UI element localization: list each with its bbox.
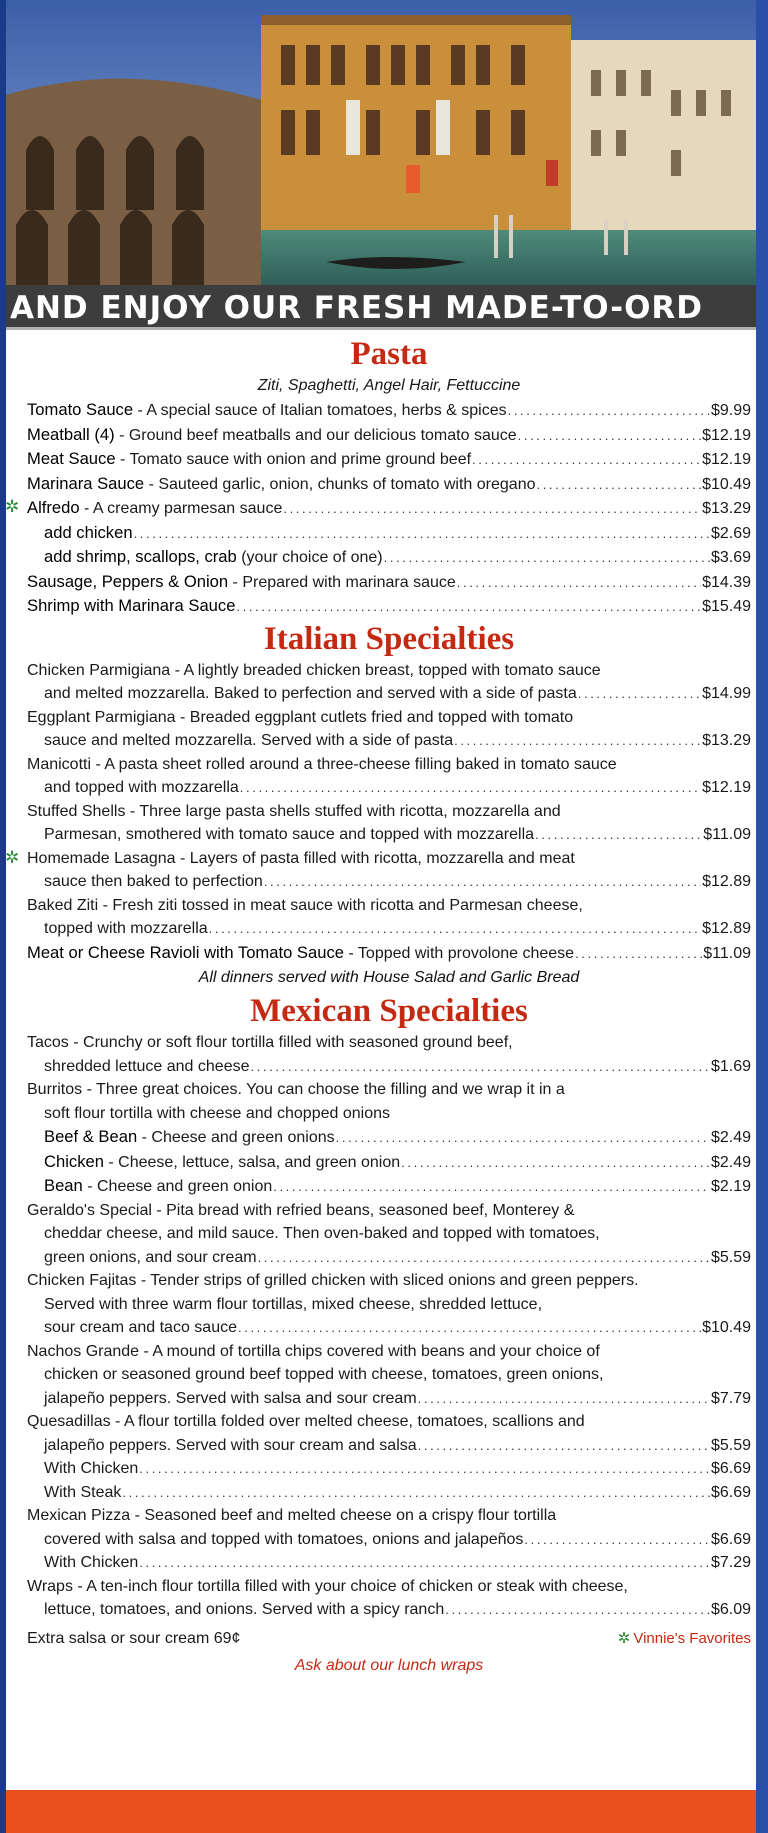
italian-title: Italian Specialties (263, 620, 515, 657)
menu-item-cont: shredded lettuce and cheese . . . $1.69 (27, 1055, 751, 1079)
menu-item: Mexican Pizza - Seasoned beef and melted cheese on a crispy flour tortilla (27, 1507, 557, 1524)
leaf-icon: ✲ (5, 497, 20, 516)
header-banner (6, 285, 756, 330)
menu-item-cont: sour cream and taco sauce . . . $10.49 (27, 1316, 751, 1340)
mexican-title: Mexican Specialties (250, 993, 528, 1029)
menu-item-cont: jalapeño peppers. Served with sour cream and salsa . . . $5.59 (27, 1434, 751, 1458)
menu-item-cont: and topped with mozzarella . . . $12.19 (27, 776, 751, 800)
menu-item: Burritos - Three great choices. You can choose the filling and we wrap it in a (27, 1081, 565, 1098)
menu-footer-row (27, 1626, 751, 1652)
menu-item: Wraps - A ten-inch flour tortilla filled with your choice of chicken or steak with cheese, (27, 1577, 628, 1595)
menu-item-cont: topped with mozzarella . . . $12.89 (27, 917, 751, 941)
menu-item-cont: Served with three warm flour tortillas, mixed cheese, shredded lettuce, (44, 1295, 543, 1313)
menu-content (5, 334, 751, 1680)
menu-item: Manicotti - A pasta sheet rolled around a three-cheese filling baked in tomato sauce (27, 755, 617, 773)
menu-item: Marinara Sauce - Sauteed garlic, onion, chunks of tomato with oregano . . . $10.49 (27, 472, 751, 497)
menu-addon: add chicken . . . $2.69 (27, 521, 751, 546)
menu-item-cont: sauce then baked to perfection . . . $12.89 (27, 870, 751, 894)
menu-item: Chicken Parmigiana - A lightly breaded chicken breast, topped with tomato sauce (27, 661, 601, 679)
menu-item: Eggplant Parmigiana - Breaded eggplant cutlets fried and topped with tomato (27, 708, 574, 726)
menu-item: Stuffed Shells - Three large pasta shells stuffed with ricotta, mozzarella and (27, 802, 561, 820)
menu-item-cont: jalapeño peppers. Served with salsa and sour cream . . . $7.79 (27, 1387, 751, 1411)
leaf-icon: ✲ (5, 847, 20, 867)
lunch-note: Ask about our lunch wraps (294, 1656, 484, 1674)
menu-item-cont: covered with salsa and topped with tomatoes, onions and jalapeños . . . $6.69 (27, 1528, 751, 1552)
menu-option: Beef & Bean - Cheese and green onions . . . $2.49 (27, 1125, 751, 1150)
dinner-note: All dinners served with House Salad and Garlic Bread (198, 969, 580, 986)
extra-note: Extra salsa or sour cream 69¢ (27, 1629, 241, 1647)
menu-item-cont: green onions, and sour cream . . . $5.59 (27, 1246, 751, 1270)
menu-item: ✲ Alfredo - A creamy parmesan sauce . . . $13.29 (27, 496, 751, 521)
menu-item: Sausage, Peppers & Onion - Prepared with marinara sauce . . . $14.39 (27, 570, 751, 595)
menu-option: With Chicken . . . $7.29 (27, 1551, 751, 1575)
menu-item-cont: chicken or seasoned ground beef topped with cheese, tomatoes, green onions, (44, 1366, 604, 1383)
menu-item-cont: Parmesan, smothered with tomato sauce and topped with mozzarella . . . $11.09 (27, 823, 751, 847)
menu-item: Chicken Fajitas - Tender strips of grilled chicken with sliced onions and green peppers. (27, 1272, 639, 1289)
menu-option: Bean - Cheese and green onion . . . $2.19 (27, 1174, 751, 1199)
menu-item: ✲ Homemade Lasagna - Layers of pasta filled with ricotta, mozzarella and meat (5, 847, 575, 867)
menu-option: With Steak . . . $6.69 (27, 1481, 751, 1505)
banner-text: AND ENJOY OUR FRESH MADE-TO-ORD (10, 290, 704, 326)
menu-item-cont: and melted mozzarella. Baked to perfection and served with a side of pasta . . . $14.99 (27, 682, 751, 706)
menu-item: Quesadillas - A flour tortilla folded over melted cheese, tomatoes, scallions and (27, 1413, 585, 1430)
menu-item: Tomato Sauce - A special sauce of Italian tomatoes, herbs & spices . . . $9.99 (27, 398, 751, 423)
menu-item: Meat or Cheese Ravioli with Tomato Sauce - Topped with provolone cheese . . . $11.09 (27, 941, 751, 966)
menu-option: With Chicken . . . $6.69 (27, 1457, 751, 1481)
menu-item-cont: cheddar cheese, and mild sauce. Then oven-baked and topped with tomatoes, (44, 1225, 600, 1242)
menu-item: Baked Ziti - Fresh ziti tossed in meat sauce with ricotta and Parmesan cheese, (27, 896, 583, 914)
favorites-legend: ✲ Vinnie's Favorites (617, 1629, 751, 1647)
banner-divider (6, 327, 756, 330)
menu-item: Meatball (4) - Ground beef meatballs and our delicious tomato sauce . . . $12.19 (27, 423, 751, 448)
menu-item-cont: sauce and melted mozzarella. Served with a side of pasta . . . $13.29 (27, 729, 751, 753)
menu-addon: add shrimp, scallops, crab (your choice of one) . . . $3.69 (27, 545, 751, 570)
hero-photo (6, 0, 756, 285)
leaf-icon: ✲ (617, 1629, 631, 1647)
pasta-title: Pasta (350, 336, 428, 372)
menu-item: Nachos Grande - A mound of tortilla chips covered with beans and your choice of (27, 1342, 600, 1360)
menu-item: Geraldo's Special - Pita bread with refried beans, seasoned beef, Monterey & (27, 1201, 575, 1219)
page-edge-right (756, 0, 768, 1833)
menu-item: Meat Sauce - Tomato sauce with onion and prime ground beef . . . $12.19 (27, 447, 751, 472)
menu-item: Tacos - Crunchy or soft flour tortilla filled with seasoned ground beef, (27, 1034, 513, 1051)
menu-item-cont: soft flour tortilla with cheese and chopped onions (44, 1104, 390, 1122)
menu-item: Shrimp with Marinara Sauce . . . $15.49 (27, 594, 751, 619)
menu-item-cont: lettuce, tomatoes, and onions. Served with a spicy ranch . . . $6.09 (27, 1598, 751, 1622)
pasta-subtitle: Ziti, Spaghetti, Angel Hair, Fettuccine (257, 377, 521, 394)
menu-option: Chicken - Cheese, lettuce, salsa, and green onion . . . $2.49 (27, 1150, 751, 1175)
footer-bar (6, 1790, 756, 1833)
